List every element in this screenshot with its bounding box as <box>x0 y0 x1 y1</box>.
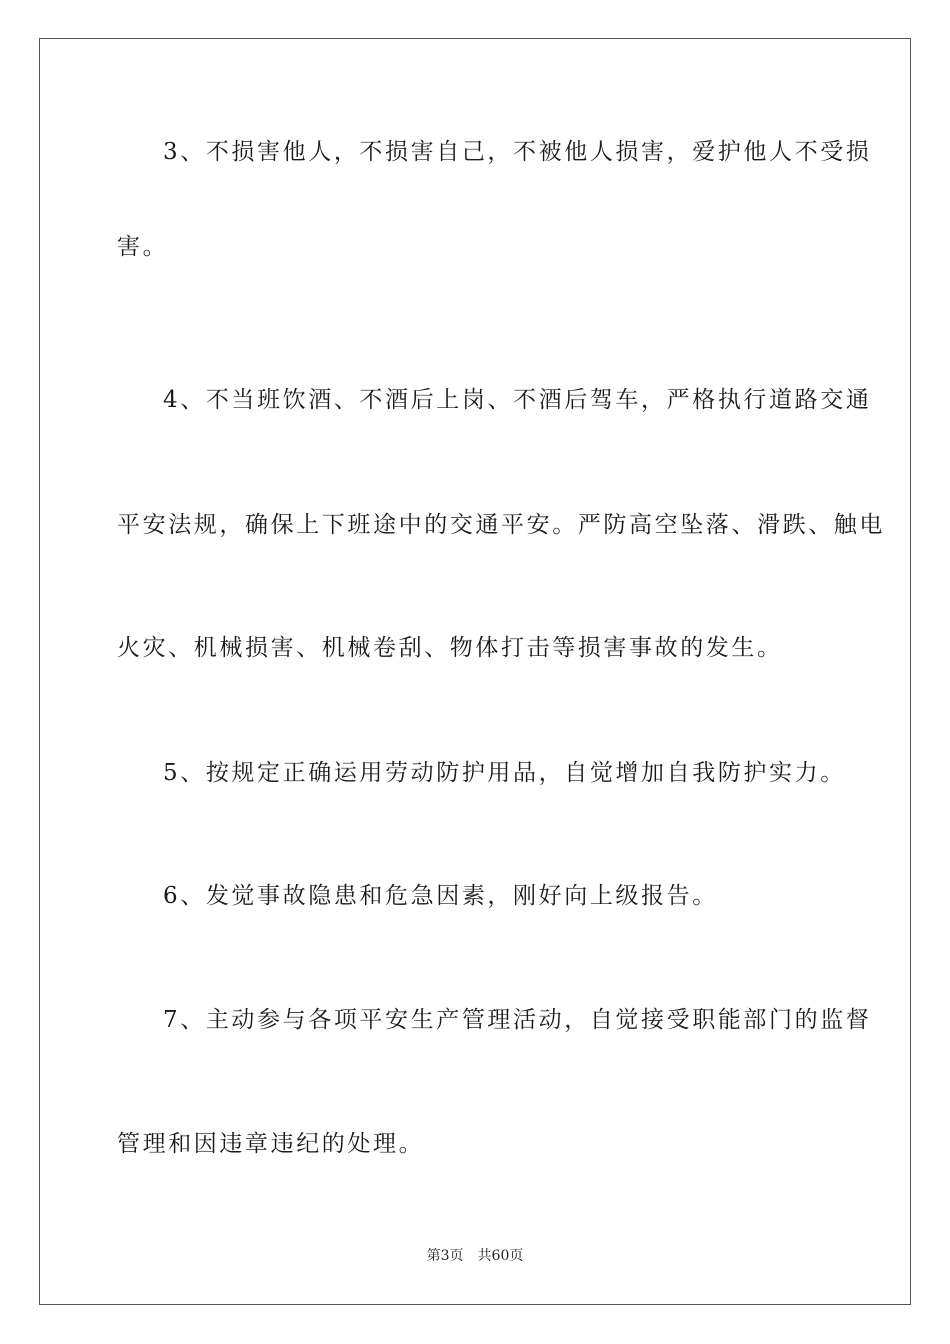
paragraph-3-line-2: 害。 <box>117 234 169 260</box>
paragraph-4-line-2: 平安法规，确保上下班途中的交通平安。严防高空坠落、滑跌、触电 <box>117 512 885 538</box>
paragraph-3-line-1: 3、不损害他人，不损害自己，不被他人损害，爱护他人不受损 <box>163 139 872 165</box>
page-frame <box>39 38 911 1305</box>
paragraph-4-line-3: 火灾、机械损害、机械卷刮、物体打击等损害事故的发生。 <box>117 635 783 661</box>
paragraph-6-line-1: 6、发觉事故隐患和危急因素，刚好向上级报告。 <box>163 883 718 909</box>
page-total: 共60页 <box>477 1248 524 1264</box>
paragraph-4-line-1: 4、不当班饮酒、不酒后上岗、不酒后驾车，严格执行道路交通 <box>163 387 872 413</box>
page-number: 第3页 <box>426 1248 464 1264</box>
paragraph-5-line-1: 5、按规定正确运用劳动防护用品，自觉增加自我防护实力。 <box>163 760 846 786</box>
paragraph-7-line-2: 管理和因违章违纪的处理。 <box>117 1131 425 1157</box>
paragraph-7-line-1: 7、主动参与各项平安生产管理活动，自觉接受职能部门的监督 <box>163 1007 872 1033</box>
page-footer <box>0 1246 950 1266</box>
